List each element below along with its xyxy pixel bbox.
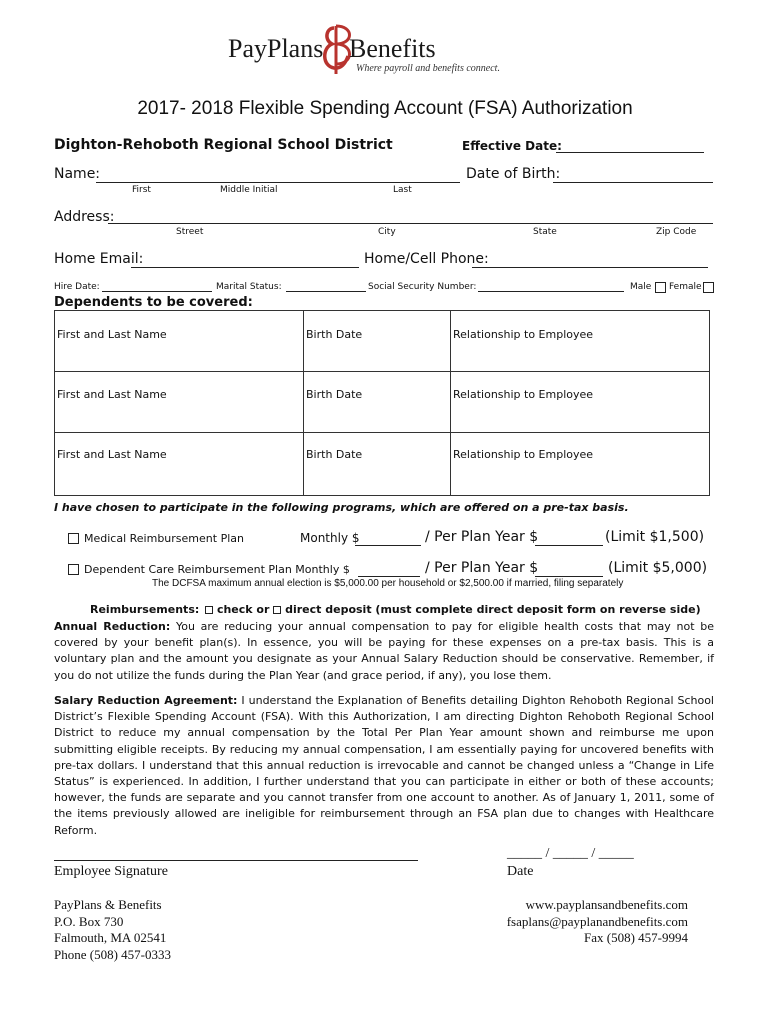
footer-contact	[507, 897, 688, 947]
dependent-1-relationship[interactable]: Relationship to Employee	[453, 328, 594, 341]
date-label: Date	[507, 864, 534, 879]
ssn-field[interactable]	[478, 291, 624, 292]
dependent-2-name[interactable]: First and Last Name	[57, 388, 167, 401]
dependent-1-birth-date[interactable]: Birth Date	[306, 328, 363, 341]
dependent-3-birth-date[interactable]: Birth Date	[306, 448, 363, 461]
dob-label: Date of Birth:	[466, 166, 561, 182]
dependents-heading: Dependents to be covered:	[54, 295, 253, 310]
table-divider	[450, 311, 451, 495]
medical-monthly-field[interactable]	[355, 545, 421, 546]
name-sub-first: First	[132, 185, 151, 195]
dependent-2-birth-date[interactable]: Birth Date	[306, 388, 363, 401]
direct-deposit-checkbox[interactable]	[273, 606, 281, 614]
dependent-2-relationship[interactable]: Relationship to Employee	[453, 388, 594, 401]
address-sub-state: State	[533, 227, 557, 237]
annual-reduction-paragraph	[54, 619, 714, 684]
dependent-care-per-year-label: / Per Plan Year $	[425, 560, 539, 576]
check-option-checkbox[interactable]	[205, 606, 213, 614]
phone-label: Home/Cell Phone:	[364, 251, 489, 267]
salary-reduction-label: Salary Reduction Agreement:	[54, 694, 238, 707]
dependent-care-limit: (Limit $5,000)	[608, 560, 708, 576]
dcfsa-note: The DCFSA maximum annual election is $5,000.00 per household or $2,500.00 if married, filing separately	[152, 578, 624, 589]
address-sub-zip: Zip Code	[656, 227, 697, 237]
dependents-table	[54, 310, 710, 496]
footer-city: Falmouth, MA 02541	[54, 930, 167, 945]
female-checkbox[interactable]	[703, 282, 714, 293]
signature-field[interactable]	[54, 860, 418, 861]
dob-field[interactable]	[553, 182, 713, 183]
home-email-label: Home Email:	[54, 251, 144, 267]
phone-field[interactable]	[472, 267, 708, 268]
footer-po-box: P.O. Box 730	[54, 913, 124, 929]
medical-per-year-field[interactable]	[535, 545, 603, 546]
medical-plan-checkbox[interactable]	[68, 533, 79, 544]
footer-company: PayPlans & Benefits	[54, 897, 162, 912]
footer-phone: Phone (508) 457-0333	[54, 946, 171, 962]
logo-tagline: Where payroll and benefits connect.	[356, 63, 500, 74]
dependent-1-name[interactable]: First and Last Name	[57, 328, 167, 341]
dependent-care-label: Dependent Care Reimbursement Plan Monthly $	[84, 563, 350, 576]
male-label: Male	[630, 282, 652, 292]
marital-status-label: Marital Status:	[216, 282, 282, 292]
salary-reduction-text: I understand the Explanation of Benefits detailing Dighton Rehoboth Regional School District’s Flexible Spending Account (FSA). With this Authorization, I am directing Dighton Rehoboth Regional School District to reduce my annual compensation by the Total Per Plan Year amount shown and reimburse me upon submitting eligible receipts. By reducing my annual compensation, I am essentially paying for uncovered benefits with pre-tax dollars. I understand that this annual reduction is irrevocable and cannot be changed unless a “Change in Life Status” is experienced. In addition, I further understand that you can participate in either or both of these accounts; however, the funds are separate and you cannot transfer from one account to another. As of January 1, 2011, some of the items previously allowed are ineligible for reimbursement through an FSA plan due to changes with Healthcare Reform.	[54, 694, 714, 837]
address-sub-city: City	[378, 227, 396, 237]
form-title: 2017- 2018 Flexible Spending Account (FSA) Authorization	[137, 98, 633, 119]
table-row-divider	[55, 432, 709, 433]
table-row-divider	[55, 371, 709, 372]
dependent-care-monthly-field[interactable]	[358, 576, 420, 577]
ssn-label: Social Security Number:	[368, 282, 477, 292]
check-option-label: check or	[216, 603, 270, 616]
name-label: Name:	[54, 166, 101, 182]
female-label: Female	[669, 282, 702, 292]
footer-fax: Fax (508) 457-9994	[584, 930, 688, 945]
hire-date-field[interactable]	[102, 291, 212, 292]
date-field[interactable]: _____ / _____ / _____	[507, 846, 634, 861]
hire-date-label: Hire Date:	[54, 282, 100, 292]
address-field[interactable]	[108, 223, 713, 224]
dependent-3-name[interactable]: First and Last Name	[57, 448, 167, 461]
name-sub-middle: Middle Initial	[220, 185, 278, 195]
district-name: Dighton-Rehoboth Regional School District	[54, 137, 393, 153]
footer-address	[54, 897, 171, 963]
medical-limit: (Limit $1,500)	[605, 529, 705, 545]
reimbursements-line	[90, 603, 701, 616]
annual-reduction-text: You are reducing your annual compensation to pay for eligible health costs that may not be covered by your benefit plan(s). In essence, you will be paying for these expenses on a pre-tax basis. This is a voluntary plan and the amount you designate as your Annual Salary Reduction should be conservative. Remember, if you do not utilize the funds during the Plan Year (and grace period, if any), you lose them.	[54, 620, 714, 682]
table-divider	[303, 311, 304, 495]
medical-plan-label: Medical Reimbursement Plan	[84, 532, 244, 545]
footer-email[interactable]: fsaplans@payplanandbenefits.com	[506, 913, 688, 929]
footer-website[interactable]: www.payplansandbenefits.com	[525, 897, 688, 912]
effective-date-field[interactable]	[556, 152, 704, 153]
address-label: Address:	[54, 209, 115, 225]
reimbursements-label: Reimbursements:	[90, 603, 200, 616]
name-field[interactable]	[96, 182, 460, 183]
marital-status-field[interactable]	[286, 291, 366, 292]
home-email-field[interactable]	[131, 267, 359, 268]
effective-date-label: Effective Date:	[462, 139, 562, 153]
logo-text-benefits: Benefits	[349, 34, 436, 63]
signature-label: Employee Signature	[54, 864, 168, 879]
payplans-logo	[228, 22, 518, 78]
programs-heading: I have chosen to participate in the following programs, which are offered on a pre-tax basis.	[54, 501, 629, 514]
medical-per-year-label: / Per Plan Year $	[425, 529, 539, 545]
annual-reduction-label: Annual Reduction:	[54, 620, 171, 633]
dependent-3-relationship[interactable]: Relationship to Employee	[453, 448, 594, 461]
direct-deposit-label: direct deposit (must complete direct deposit form on reverse side)	[285, 603, 701, 616]
medical-monthly-label: Monthly $	[300, 531, 360, 545]
name-sub-last: Last	[393, 185, 412, 195]
male-checkbox[interactable]	[655, 282, 666, 293]
logo-text-payplans: PayPlans	[228, 34, 324, 63]
dependent-care-checkbox[interactable]	[68, 564, 79, 575]
address-sub-street: Street	[176, 227, 204, 237]
dependent-care-per-year-field[interactable]	[535, 576, 603, 577]
salary-reduction-paragraph	[54, 693, 714, 839]
